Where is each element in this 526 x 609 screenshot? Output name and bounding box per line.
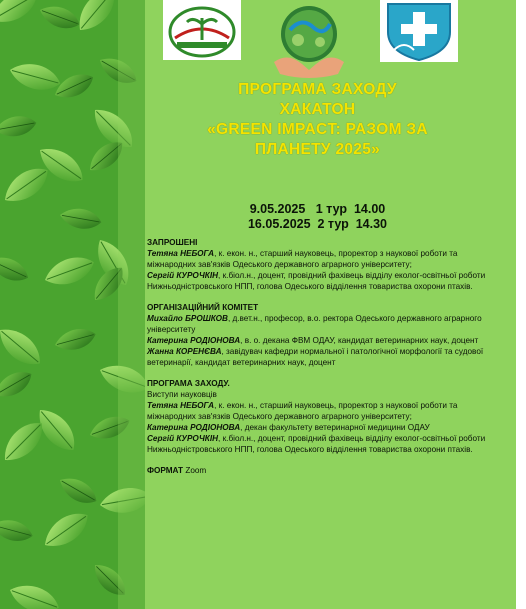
speaker-1 bbox=[147, 400, 492, 422]
title-line-4: ПЛАНЕТУ 2025» bbox=[254, 141, 381, 158]
invited-person-1 bbox=[147, 248, 492, 270]
person-description: , декан факультету ветеринарної медицини ОДАУ bbox=[240, 423, 430, 432]
person-name: Сергій КУРОЧКІН bbox=[147, 271, 219, 280]
person-description: , д.вет.н., професор, в.о. ректора Одеського державного аграрного університету bbox=[147, 314, 482, 334]
title-line-2: ХАКАТОН bbox=[279, 101, 356, 118]
person-description: , к. екон. н., старший науковець, проректор з наукової роботи та міжнародних зав'язків Одеського державного аграрного університету; bbox=[147, 249, 458, 269]
format-line bbox=[147, 465, 492, 476]
committee-member-1 bbox=[147, 313, 492, 335]
program-heading: ПРОГРАМА ЗАХОДУ. bbox=[147, 379, 230, 388]
university-logo bbox=[163, 0, 241, 60]
person-name: Катерина РОДІОНОВА bbox=[147, 336, 241, 345]
earth-in-hands-logo bbox=[268, 0, 350, 80]
committee-member-3 bbox=[147, 346, 492, 368]
speaker-2 bbox=[147, 422, 492, 433]
format-value: Zoom bbox=[185, 466, 207, 475]
person-description: , в. о. декана ФВМ ОДАУ, кандидат ветеринарних наук, доцент bbox=[240, 336, 479, 345]
event-dates bbox=[150, 202, 485, 232]
program-subheading: Виступи науковців bbox=[147, 390, 217, 399]
speaker-3 bbox=[147, 433, 492, 455]
person-description: , к.біол.н., доцент, провідний фахівець відділу еколог-освітньої роботи Нижньодністровського НПП, голова Одеського відділення товариства охорони птахів. bbox=[147, 271, 486, 291]
invited-heading: ЗАПРОШЕНІ bbox=[147, 238, 198, 247]
date-line-2: 16.05.2025 2 тур 14.30 bbox=[247, 217, 387, 231]
person-description: , к. екон. н., старший науковець, проректор з наукової роботи та міжнародних зав'язків Одеського державного аграрного університету; bbox=[147, 401, 458, 421]
date-line-1: 9.05.2025 1 тур 14.00 bbox=[249, 202, 386, 216]
leaf-pattern-decoration bbox=[0, 0, 145, 609]
title-line-3: «GREEN IMPACT: РАЗОМ ЗА bbox=[207, 121, 428, 138]
person-name: Михайло БРОШКОВ bbox=[147, 314, 228, 323]
poster-body bbox=[147, 237, 492, 476]
invited-person-2 bbox=[147, 270, 492, 292]
title-line-1: ПРОГРАМА ЗАХОДУ bbox=[238, 81, 397, 98]
person-description: , завідувач кафедри нормальної і патологічної морфології та судової ветеринарії, кандидат ветеринарних наук, доцент bbox=[147, 347, 484, 367]
committee-heading: ОРГАНІЗАЦІЙНИЙ КОМІТЕТ bbox=[147, 303, 259, 312]
person-name: Тетяна НЕБОГА bbox=[147, 401, 215, 410]
person-name: Тетяна НЕБОГА bbox=[147, 249, 215, 258]
person-name: Сергій КУРОЧКІН bbox=[147, 434, 219, 443]
leaves-illustration bbox=[0, 0, 145, 609]
person-name: Катерина РОДІОНОВА bbox=[147, 423, 241, 432]
committee-member-2 bbox=[147, 335, 492, 346]
person-description: , к.біол.н., доцент, провідний фахівець відділу еколог-освітньої роботи Нижньодністровського НПП, голова Одеського відділення товариства охорони птахів. bbox=[147, 434, 486, 454]
poster-title bbox=[150, 80, 485, 160]
page-margin bbox=[516, 0, 526, 609]
person-name: Жанна КОРЕНЄВА bbox=[147, 347, 222, 356]
format-label: ФОРМАТ bbox=[147, 466, 184, 475]
veterinary-faculty-logo bbox=[380, 0, 458, 62]
